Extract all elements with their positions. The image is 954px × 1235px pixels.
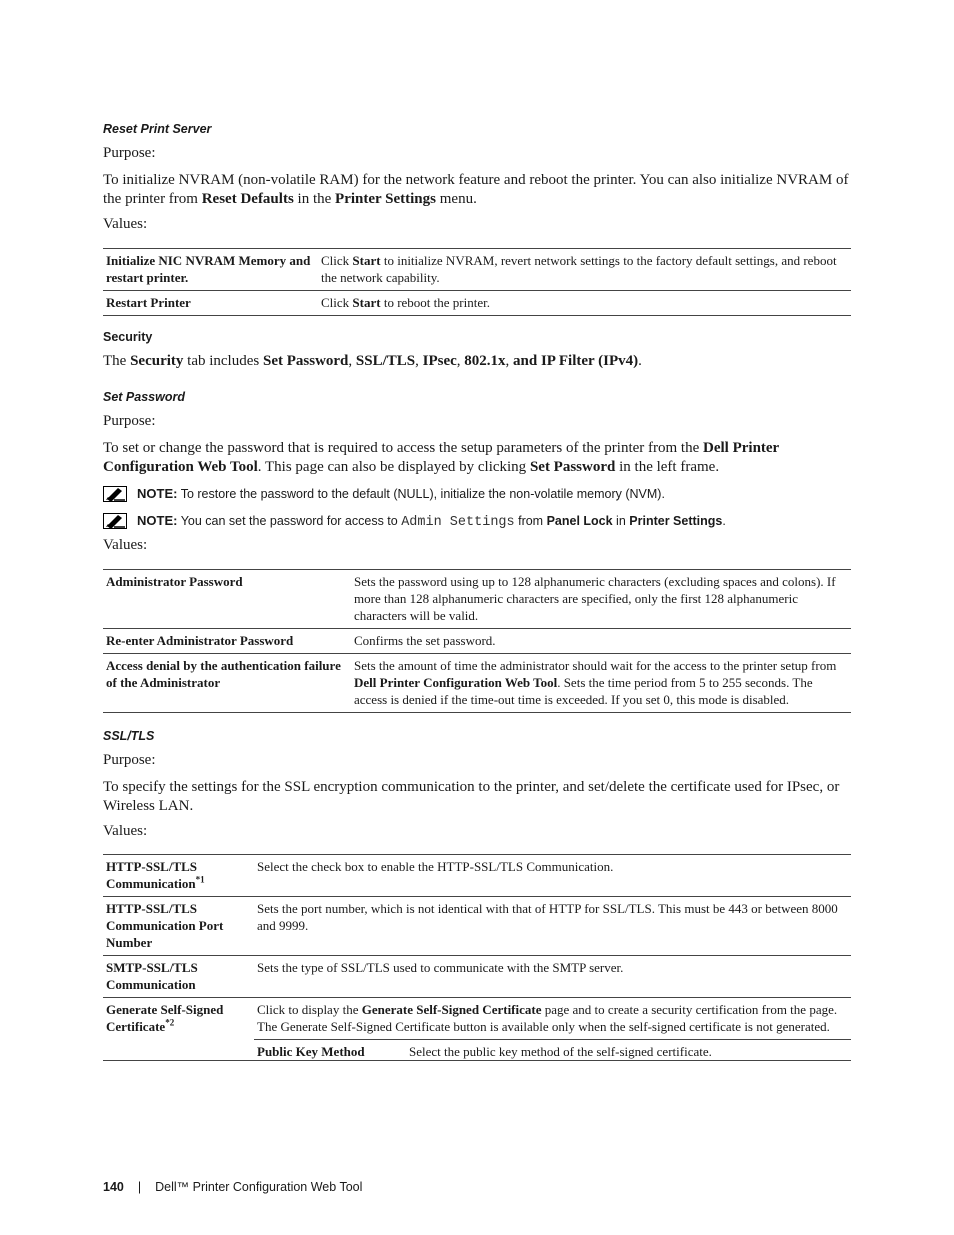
table-cell-desc: Click Start to initialize NVRAM, revert network settings to the factory default settings, and reboot the network capability. <box>321 253 837 285</box>
public-key-label: Public Key Method <box>257 1044 365 1059</box>
ssl-tls-heading: SSL/TLS <box>103 729 155 743</box>
reset-values-label: Values: <box>103 216 148 232</box>
public-key-desc: Select the public key method of the self-signed certificate. <box>409 1044 712 1059</box>
table-cell-desc: Click Start to reboot the printer. <box>321 295 490 310</box>
table-row <box>103 998 851 1061</box>
table-row <box>103 654 851 713</box>
table-cell-label: HTTP-SSL/TLS Communication Port Number <box>106 901 224 950</box>
table-row <box>103 897 851 956</box>
table-row <box>103 956 851 998</box>
set-password-heading: Set Password <box>103 390 185 404</box>
table-cell-label: Initialize NIC NVRAM Memory and restart printer. <box>106 253 311 285</box>
table-cell-label: Administrator Password <box>106 574 243 589</box>
ssl-values-table <box>103 854 851 1061</box>
page-content <box>103 120 851 1061</box>
table-cell-label: HTTP-SSL/TLS Communication$^{*1}$ <box>106 859 205 891</box>
note-pencil-icon <box>103 513 127 529</box>
security-intro: The Security tab includes Set Password, SSL/TLS, IPsec, 802.1x, and IP Filter (IPv4). <box>103 353 642 369</box>
footer-title: Dell™ Printer Configuration Web Tool <box>155 1180 363 1194</box>
table-cell-desc: Sets the amount of time the administrator should wait for the access to the printer setup from Dell Printer Configuration Web Tool. Sets the time period from 5 to 255 seconds. The access is denied if the time-out time is exceeded. If you set 0, this mode is disabled. <box>354 658 837 707</box>
table-cell-desc: Click to display the Generate Self-Signed Certificate page and to create a security certification from the page. The Generate Self-Signed Certificate button is available only when the self-signed certificate is not generated. Public Key Method Select the public key method of the self-signed certificate. <box>254 998 851 1061</box>
table-cell-desc: Sets the port number, which is not identical with that of HTTP for SSL/TLS. This must be 443 or between 8000 and 9999. <box>257 901 838 933</box>
ssl-purpose-label: Purpose: <box>103 752 156 768</box>
page-footer <box>103 1180 362 1194</box>
table-row <box>103 629 851 654</box>
table-cell-desc: Sets the password using up to 128 alphanumeric characters (excluding spaces and colons). If more than 128 alphanumeric characters are specified, only the first 128 alphanumeric characters will be valid. <box>354 574 836 623</box>
page-number: 140 <box>103 1180 124 1194</box>
ssl-values-label: Values: <box>103 823 148 839</box>
table-cell-label: SMTP-SSL/TLS Communication <box>106 960 198 992</box>
table-cell-label: Restart Printer <box>106 295 191 310</box>
table-row <box>103 249 851 291</box>
reset-purpose-text: To initialize NVRAM (non-volatile RAM) for the network feature and reboot the printer. You can also initialize NVRAM of the printer from Reset Defaults in the Printer Settings menu. <box>103 172 849 207</box>
reset-print-server-heading: Reset Print Server <box>103 122 212 136</box>
table-cell-label: Re-enter Administrator Password <box>106 633 294 648</box>
security-heading: Security <box>103 330 153 344</box>
table-cell-label: Access denial by the authentication failure of the Administrator <box>106 658 341 690</box>
table-row <box>103 291 851 316</box>
public-key-subrow <box>254 1039 851 1060</box>
table-row <box>103 855 851 897</box>
note-pencil-icon <box>103 486 127 502</box>
table-cell-desc: Confirms the set password. <box>354 633 496 648</box>
note-admin-settings: NOTE: You can set the password for access to Admin Settings from Panel Lock in Printer Settings. <box>103 512 851 532</box>
table-row <box>103 570 851 629</box>
setpw-purpose-text: To set or change the password that is required to access the setup parameters of the printer from the Dell Printer Configuration Web Tool. This page can also be displayed by clicking Set Password in the left frame. <box>103 440 779 475</box>
reset-purpose-label: Purpose: <box>103 145 156 161</box>
table-cell-desc: Sets the type of SSL/TLS used to communicate with the SMTP server. <box>257 960 624 975</box>
table-cell-label: Generate Self-Signed Certificate$^{*2}$ <box>106 1002 224 1034</box>
setpw-values-label: Values: <box>103 537 148 553</box>
note-restore-password: NOTE: To restore the password to the default (NULL), initialize the non-volatile memory (NVM). <box>103 485 851 503</box>
footer-separator: | <box>137 1180 142 1194</box>
setpw-purpose-label: Purpose: <box>103 413 156 429</box>
reset-values-table <box>103 248 851 316</box>
table-cell-desc: Select the check box to enable the HTTP-SSL/TLS Communication. <box>257 859 614 874</box>
ssl-purpose-text: To specify the settings for the SSL encryption communication to the printer, and set/delete the certificate used for IPsec, or Wireless LAN. <box>103 779 840 814</box>
setpw-values-table <box>103 569 851 713</box>
